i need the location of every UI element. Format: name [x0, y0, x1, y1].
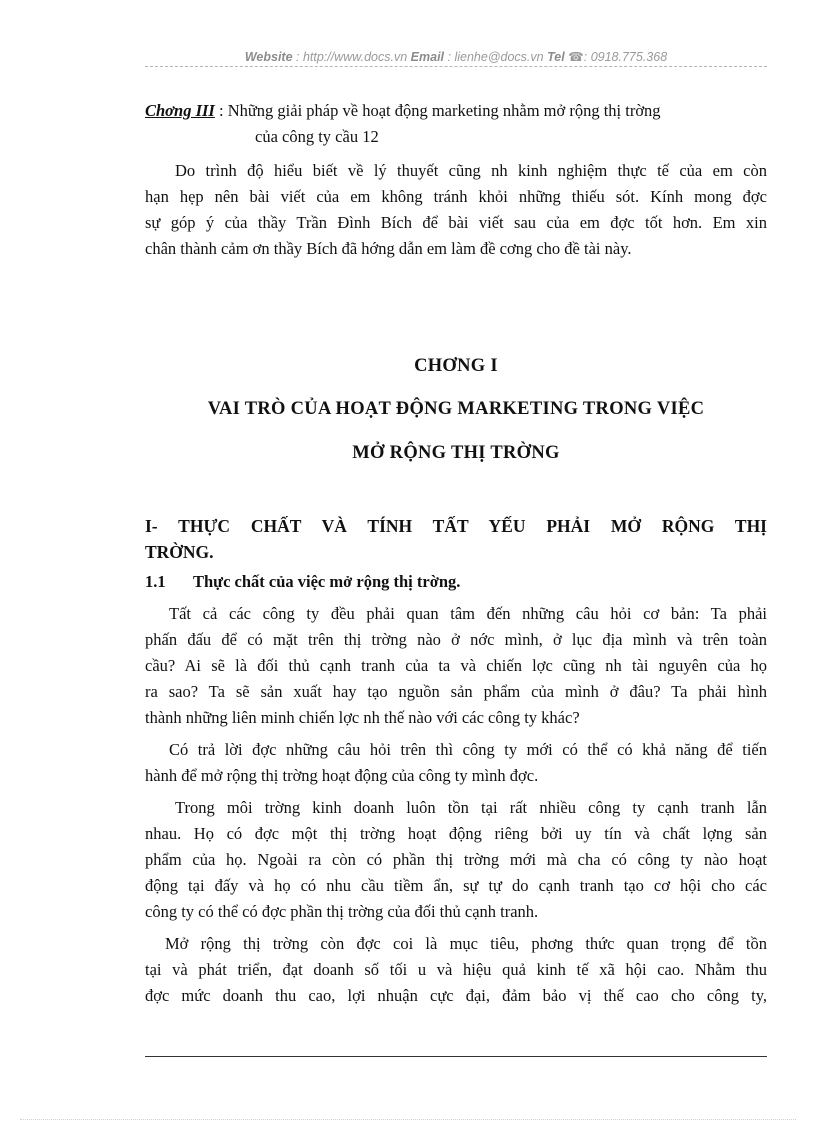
toc-entry [145, 98, 767, 124]
toc-chapter-label: Chơng III [145, 101, 215, 120]
text-line: sự góp ý của thầy Trần Đình Bích để bài viết sau của em đợc tốt hơn. Em xin [145, 213, 767, 232]
website-label: Website [244, 50, 293, 64]
header-divider [145, 66, 767, 67]
text-line: Do trình độ hiểu biết về lý thuyết cũng nh kinh nghiệm thực tế của em còn [175, 161, 767, 180]
page-edge [20, 1119, 796, 1120]
text-line: phấn đấu để có mặt trên thị trờng nào ở nớc mình, ở lục địa mình và trên toàn [145, 630, 767, 649]
text-line: tại và phát triển, đạt doanh số tối u và hiệu quả kinh tế xã hội cao. Nhằm thu [145, 960, 767, 979]
text-line: chân thành cảm ơn thầy Bích đã hớng dẫn em làm đề cơng cho đề tài này. [145, 239, 632, 258]
body-paragraph [145, 931, 767, 1009]
footer-divider [145, 1056, 767, 1057]
toc-line-2: của công ty cầu 12 [255, 127, 379, 146]
toc-line-1: : Những giải pháp về hoạt động marketing nhằm mở rộng thị trờng [218, 101, 661, 120]
text-line: thành những liên minh chiến lợc nh thế nào với các công ty khác? [145, 708, 580, 727]
text-line: hành để mở rộng thị trờng hoạt động của công ty mình đợc. [145, 766, 539, 785]
text-line: Mở rộng thị trờng còn đợc coi là mục tiêu, phơng thức quan trọng để tồn [165, 934, 767, 953]
text-line: động tại đấy và họ có nhu cầu tiềm ẩn, sự tự do cạnh tranh tạo cơ hội cho các [145, 876, 767, 895]
text-line: công ty có thể có đợc phần thị trờng của đối thủ cạnh tranh. [145, 902, 539, 921]
text-line: đợc mức doanh thu cao, lợi nhuận cực đại, đảm bảo vị thế cao cho công ty, [145, 986, 767, 1005]
email-label: Email [410, 50, 445, 64]
chapter-title-line-1: VAI TRÒ CỦA HOẠT ĐỘNG MARKETING TRONG VIỆC [207, 399, 705, 419]
email-value: : lienhe@docs.vn [447, 50, 544, 64]
page-header [145, 49, 767, 64]
subsection-number: 1.1 [145, 572, 166, 591]
chapter-title-line-2: MỞ RỘNG THỊ TRỜNG [352, 443, 560, 463]
intro-paragraph [145, 158, 767, 262]
subsection-title: Thực chất của việc mở rộng thị trờng. [193, 572, 461, 591]
tel-label: Tel [547, 50, 565, 64]
text-line: phẩm của họ. Ngoài ra còn có phần thị trờng mới mà cha có công ty nào hoạt [145, 850, 767, 869]
text-line: ra sao? Ta sẽ sản xuất hay tạo nguồn sản phẩm của mình ở đâu? Ta phải hình [145, 682, 767, 701]
text-line: Trong môi trờng kinh doanh luôn tồn tại rất nhiều công ty cạnh tranh lẫn [175, 798, 767, 817]
body-paragraph [145, 795, 767, 925]
body-paragraph [145, 601, 767, 731]
body-paragraph [145, 737, 767, 789]
website-value: : http://www.docs.vn [296, 50, 408, 64]
tel-value: ☎: 0918.775.368 [568, 50, 668, 64]
text-line: hạn hẹp nên bài viết của em không tránh khỏi những thiếu sót. Kính mong đợc [145, 187, 767, 206]
section-heading-line-1: I- THỰC CHẤT VÀ TÍNH TẤT YẾU PHẢI MỞ RỘNG THỊ [145, 516, 767, 536]
subsection-heading [145, 569, 767, 595]
text-line: Có trả lời đợc những câu hỏi trên thì công ty mới có thể có khả năng để tiến [169, 740, 767, 759]
text-line: Tất cả các công ty đều phải quan tâm đến những câu hỏi cơ bản: Ta phải [169, 604, 767, 623]
chapter-number: CHƠNG I [414, 356, 498, 376]
section-heading-line-2: TRỜNG. [145, 542, 214, 562]
text-line: nhau. Họ có đợc một thị trờng hoạt động riêng bởi uy tín và chất lợng sản [145, 824, 767, 843]
page-content [145, 98, 767, 1009]
text-line: cầu? Ai sẽ là đối thủ cạnh tranh của ta và chiến lợc cũng nh tài nguyên của họ [145, 656, 767, 675]
section-heading [145, 513, 767, 565]
